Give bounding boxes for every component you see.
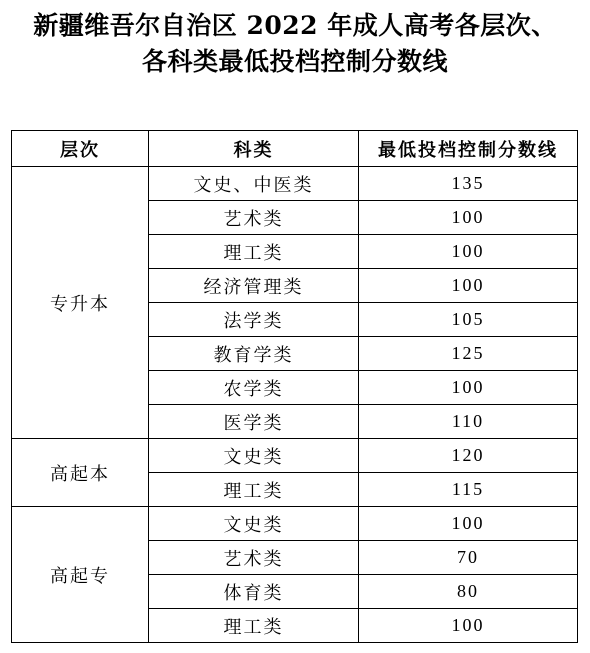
title-line-2: 各科类最低投档控制分数线: [141, 47, 448, 76]
score-cell: 125: [359, 337, 578, 371]
subject-cell: 农学类: [149, 371, 359, 405]
score-cell: 110: [359, 405, 578, 439]
document-title: [0, 8, 590, 80]
subject-cell: 医学类: [149, 405, 359, 439]
score-cell: 100: [359, 235, 578, 269]
score-cell: 100: [359, 269, 578, 303]
score-cell: 115: [359, 473, 578, 507]
score-cell: 100: [359, 507, 578, 541]
table-header-row: [12, 131, 578, 167]
title-line-1: 新疆维吾尔自治区 2022 年成人高考各层次、: [33, 11, 557, 40]
table-row: [12, 167, 578, 201]
header-level: 层次: [12, 131, 149, 167]
subject-cell: 法学类: [149, 303, 359, 337]
score-cell: 105: [359, 303, 578, 337]
level-cell-zhuanshengben: 专升本: [12, 167, 149, 439]
subject-cell: 理工类: [149, 609, 359, 643]
subject-cell: 教育学类: [149, 337, 359, 371]
score-cell: 100: [359, 201, 578, 235]
score-cell: 70: [359, 541, 578, 575]
level-cell-gaoqizhuan: 高起专: [12, 507, 149, 643]
subject-cell: 理工类: [149, 235, 359, 269]
subject-cell: 文史类: [149, 439, 359, 473]
level-cell-gaoqiben: 高起本: [12, 439, 149, 507]
subject-cell: 文史、中医类: [149, 167, 359, 201]
score-cell: 135: [359, 167, 578, 201]
header-subject: 科类: [149, 131, 359, 167]
subject-cell: 文史类: [149, 507, 359, 541]
header-score: 最低投档控制分数线: [359, 131, 578, 167]
subject-cell: 理工类: [149, 473, 359, 507]
score-cell: 80: [359, 575, 578, 609]
table-row: [12, 439, 578, 473]
subject-cell: 经济管理类: [149, 269, 359, 303]
score-cell: 120: [359, 439, 578, 473]
table-row: [12, 507, 578, 541]
subject-cell: 艺术类: [149, 201, 359, 235]
score-cell: 100: [359, 609, 578, 643]
score-table: [11, 130, 578, 643]
score-cell: 100: [359, 371, 578, 405]
subject-cell: 艺术类: [149, 541, 359, 575]
subject-cell: 体育类: [149, 575, 359, 609]
